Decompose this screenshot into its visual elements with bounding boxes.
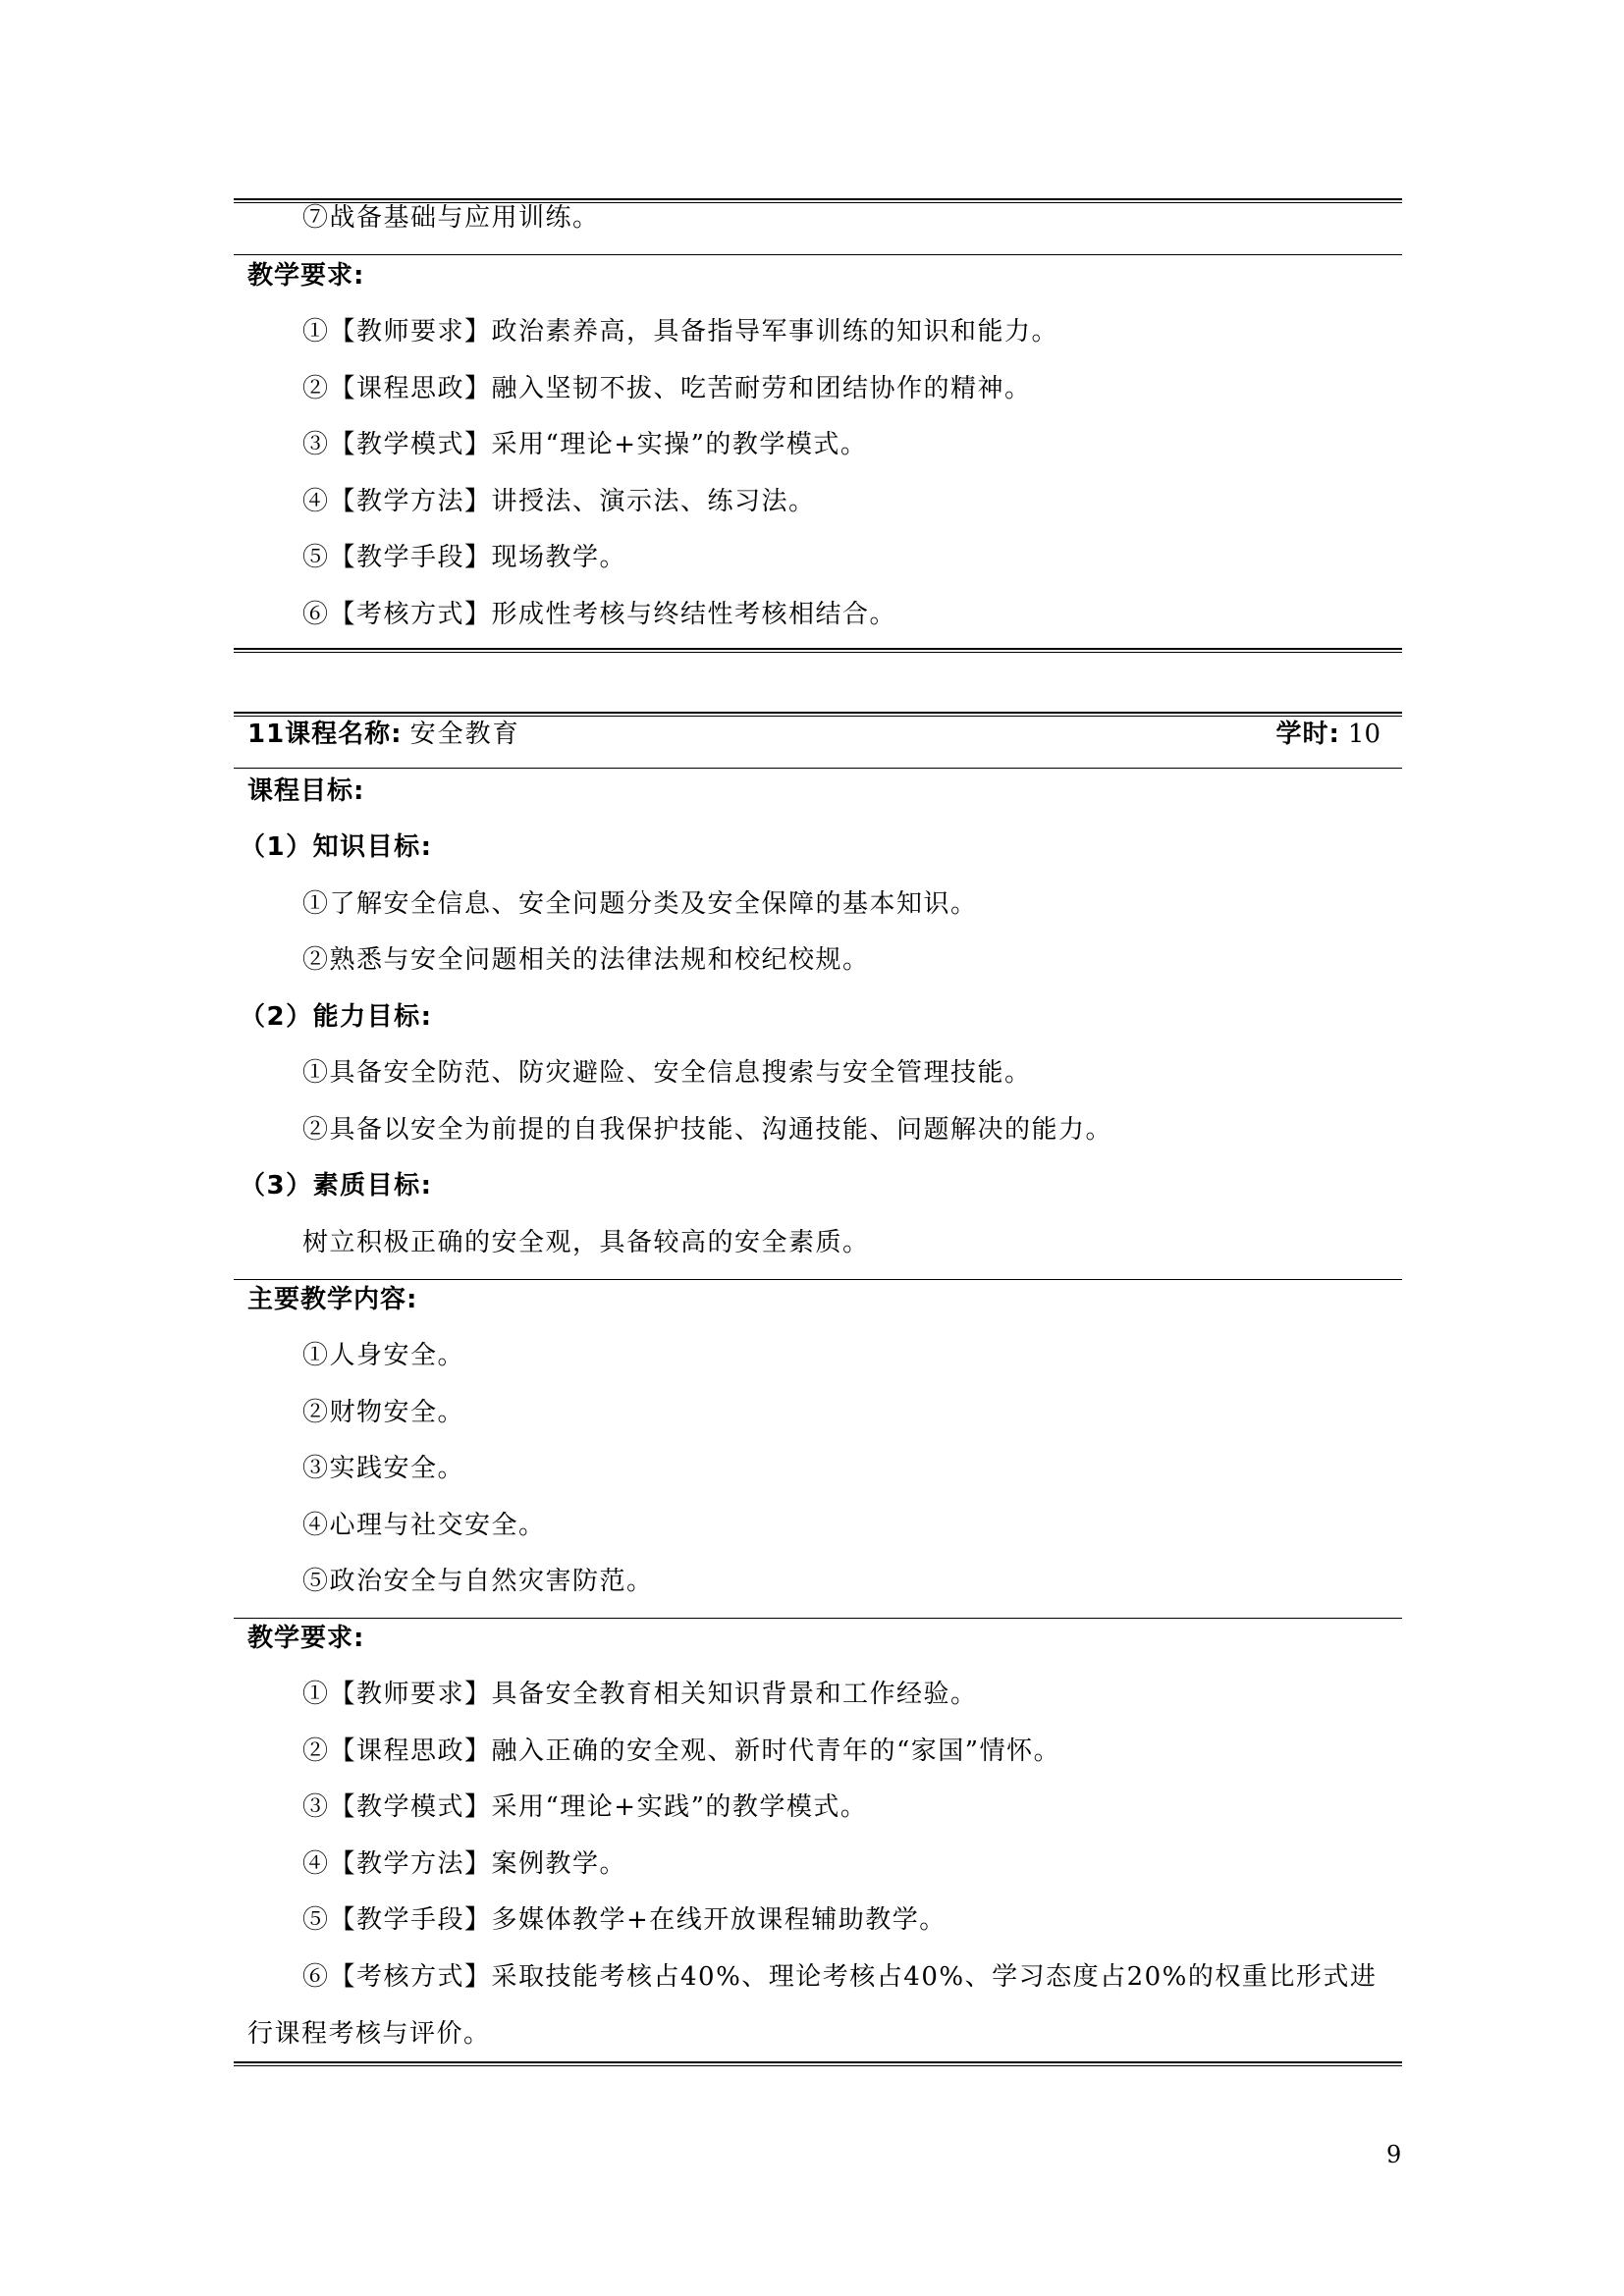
ability-heading: （2）能力目标: (240, 1002, 433, 1032)
page-number: 9 (1386, 2141, 1402, 2168)
goal-item: ①了解安全信息、安全问题分类及安全保障的基本知识。 (302, 889, 978, 919)
section-divider (234, 1618, 1402, 1619)
content-item: ①人身安全。 (302, 1341, 465, 1370)
requirements-heading: 教学要求: (247, 1624, 365, 1653)
course-title (247, 720, 520, 749)
hours-value: 10 (1347, 720, 1380, 749)
section-divider (234, 768, 1402, 769)
requirement-item: ②【课程思政】融入坚韧不拔、吃苦耐劳和团结协作的精神。 (302, 374, 1032, 403)
section-divider (234, 1279, 1402, 1280)
content-item: ⑤政治安全与自然灾害防范。 (302, 1567, 654, 1596)
requirement-item: ⑥【考核方式】形成性考核与终结性考核相结合。 (302, 600, 897, 629)
requirement-item: ④【教学方法】案例教学。 (302, 1849, 627, 1879)
content-item: ⑦战备基础与应用训练。 (302, 203, 600, 233)
requirement-item: ⑤【教学手段】现场教学。 (302, 543, 627, 572)
requirement-item: ④【教学方法】讲授法、演示法、练习法。 (302, 487, 816, 516)
requirement-item: ①【教师要求】具备安全教育相关知识背景和工作经验。 (302, 1680, 978, 1709)
goals-heading: 课程目标: (247, 776, 365, 806)
table-bottom-border (234, 648, 1402, 653)
requirement-item: ③【教学模式】采用“理论+实操”的教学模式。 (302, 430, 868, 459)
goal-item: ①具备安全防范、防灾避险、安全信息搜索与安全管理技能。 (302, 1058, 1032, 1088)
table-bottom-border (234, 2061, 1402, 2066)
section-divider (234, 254, 1402, 255)
course-hours (1276, 720, 1381, 749)
content-item: ③实践安全。 (302, 1454, 465, 1483)
goal-item: 树立积极正确的安全观，具备较高的安全素质。 (302, 1228, 870, 1257)
course-name-label: 11课程名称: (247, 720, 403, 749)
quality-heading: （3）素质目标: (240, 1171, 433, 1201)
requirement-item: ⑥【考核方式】采取技能考核占40%、理论考核占40%、学习态度占20%的权重比形式进行课程考核与评价。 (247, 1962, 1378, 2049)
requirements-heading: 教学要求: (247, 261, 365, 291)
goal-item: ②熟悉与安全问题相关的法律法规和校纪校规。 (302, 945, 870, 975)
requirement-item: ③【教学模式】采用“理论+实践”的教学模式。 (302, 1792, 868, 1822)
content-heading: 主要教学内容: (247, 1285, 418, 1314)
content-item: ④心理与社交安全。 (302, 1511, 546, 1540)
requirement-item: ①【教师要求】政治素养高，具备指导军事训练的知识和能力。 (302, 317, 1059, 347)
table-top-border (234, 712, 1402, 717)
knowledge-heading: （1）知识目标: (240, 832, 433, 862)
requirement-item: ⑤【教学手段】多媒体教学+在线开放课程辅助教学。 (302, 1905, 947, 1935)
hours-label: 学时: (1275, 720, 1340, 749)
requirement-item: ②【课程思政】融入正确的安全观、新时代青年的“家国”情怀。 (302, 1736, 1061, 1766)
goal-item: ②具备以安全为前提的自我保护技能、沟通技能、问题解决的能力。 (302, 1115, 1113, 1145)
content-item: ②财物安全。 (302, 1398, 465, 1427)
course-name: 安全教育 (409, 720, 520, 749)
